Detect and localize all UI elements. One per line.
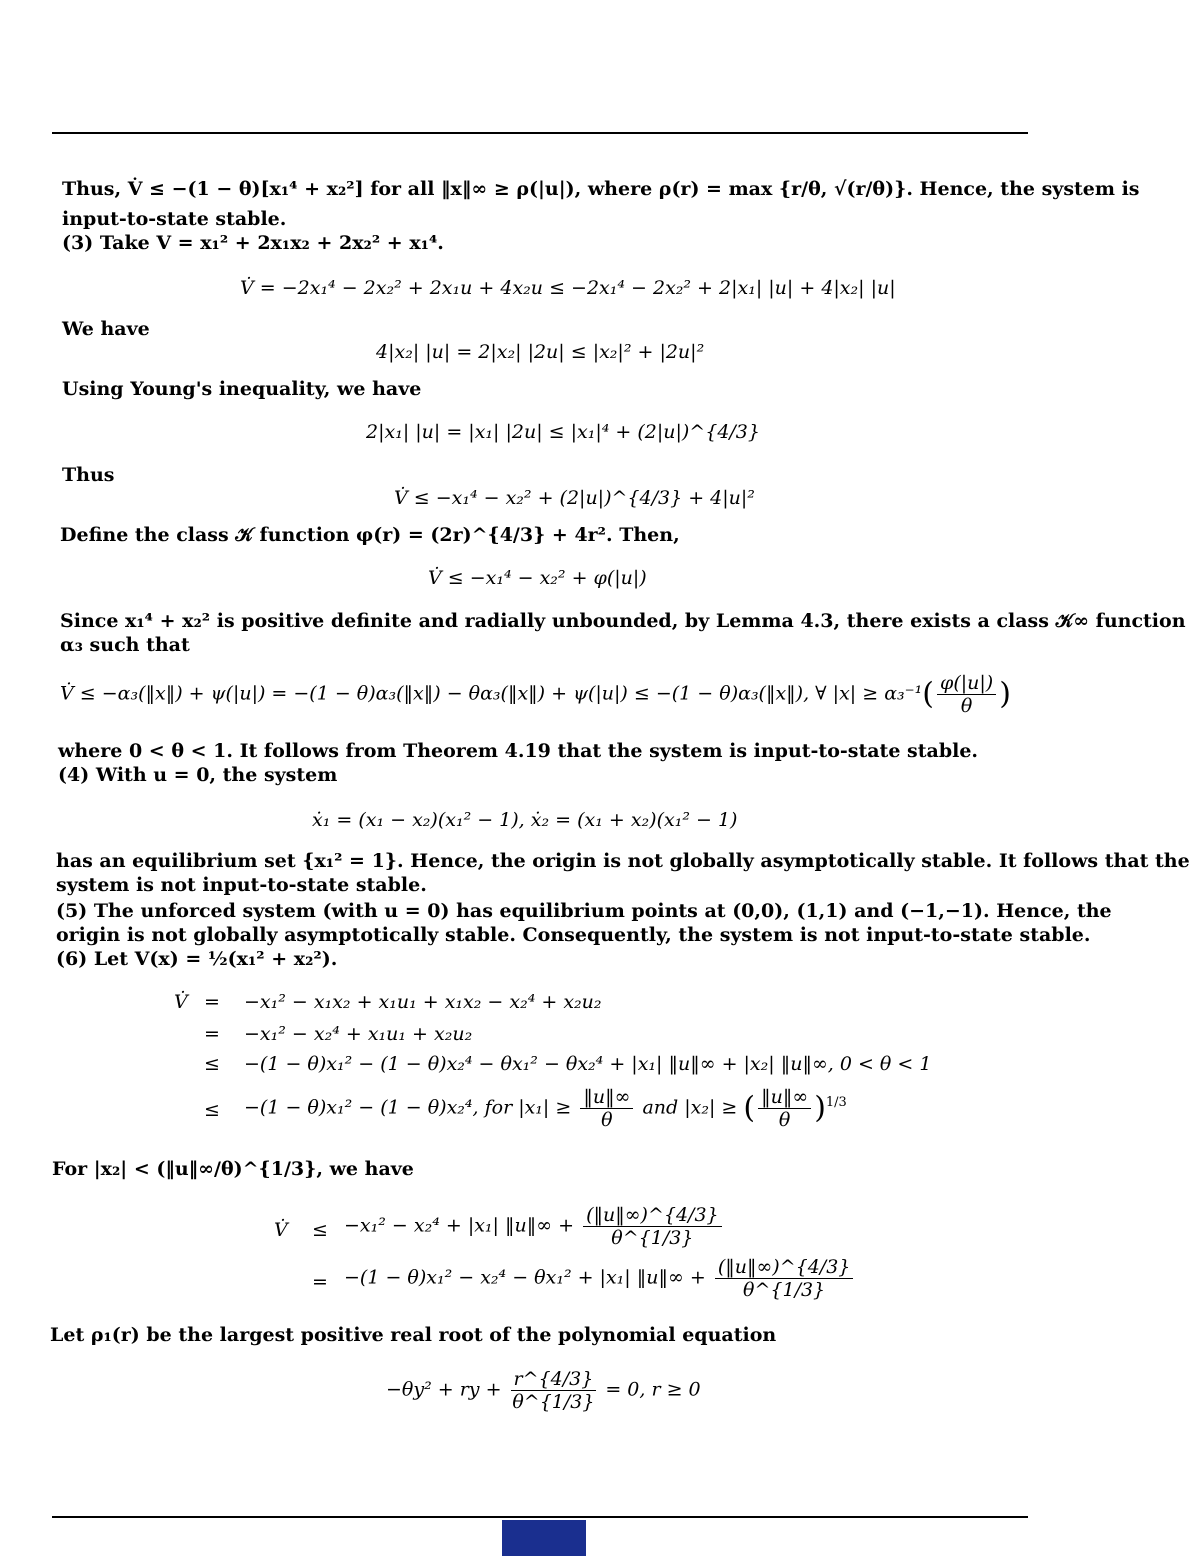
equation-part: −θy² + ry + bbox=[386, 1378, 502, 1401]
fraction bbox=[511, 1368, 597, 1413]
paragraph: input-to-state stable. bbox=[62, 208, 287, 230]
equation: 2|x₁| |u| = |x₁| |2u| ≤ |x₁|⁴ + (2|u|)^{4/3} bbox=[366, 421, 760, 443]
equation bbox=[386, 1368, 701, 1413]
fraction bbox=[580, 1086, 633, 1131]
equation-part: = 0, r ≥ 0 bbox=[605, 1378, 701, 1401]
paragraph: Thus bbox=[62, 464, 115, 486]
rhs: −(1 − θ)x₁² − (1 − θ)x₂⁴, for |x₁| ≥ $\frac{‖u‖\infty}{\theta}$ and |x₂| ≥ ( $\frac{‖u‖\infty}{\theta}$ )$^{1/3}$ bbox=[244, 1086, 847, 1131]
numerator: (‖u‖∞)^{4/3} bbox=[583, 1204, 722, 1227]
numerator: φ(|u|) bbox=[937, 672, 996, 695]
rhs: −x₁² − x₁x₂ + x₁u₁ + x₁x₂ − x₂⁴ + x₂u₂ bbox=[244, 991, 602, 1013]
rhs: −(1 − θ)x₁² − (1 − θ)x₂⁴ − θx₁² − θx₂⁴ + |x₁| ‖u‖∞ + |x₂| ‖u‖∞, 0 < θ < 1 bbox=[244, 1053, 932, 1075]
lhs: V̇ bbox=[274, 1219, 288, 1241]
equation: V̇ ≤ −x₁⁴ − x₂² + (2|u|)^{4/3} + 4|u|² bbox=[394, 487, 755, 509]
denominator: θ bbox=[601, 1109, 613, 1131]
denominator: θ^{1/3} bbox=[743, 1279, 826, 1301]
page-number-tab bbox=[502, 1520, 586, 1556]
numerator: ‖u‖∞ bbox=[580, 1086, 633, 1109]
paragraph: Since x₁⁴ + x₂² is positive definite and radially unbounded, by Lemma 4.3, there exists a class 𝒦∞ function bbox=[60, 610, 1186, 632]
lhs: V̇ bbox=[174, 991, 188, 1013]
rhs-part: and |x₂| ≥ bbox=[642, 1096, 738, 1119]
paragraph: has an equilibrium set {x₁² = 1}. Hence, the origin is not globally asymptotically stable. It follows that the bbox=[56, 850, 1190, 872]
denominator: θ bbox=[960, 695, 973, 717]
numerator: (‖u‖∞)^{4/3} bbox=[715, 1256, 854, 1279]
equation: ẋ₁ = (x₁ − x₂)(x₁² − 1), ẋ₂ = (x₁ + x₂)(x₁² − 1) bbox=[312, 809, 738, 831]
paragraph: system is not input-to-state stable. bbox=[56, 874, 427, 896]
rhs bbox=[344, 1204, 725, 1249]
paragraph: Using Young's inequality, we have bbox=[62, 378, 422, 400]
paragraph: (6) Let V(x) = ½(x₁² + x₂²). bbox=[56, 948, 338, 970]
paragraph: We have bbox=[62, 318, 150, 340]
rhs: −x₁² − x₂⁴ + x₁u₁ + x₂u₂ bbox=[244, 1023, 473, 1045]
fraction bbox=[583, 1204, 722, 1249]
relation: ≤ bbox=[312, 1219, 328, 1241]
relation: ≤ bbox=[204, 1099, 220, 1121]
paragraph: origin is not globally asymptotically stable. Consequently, the system is not input-to-state stable. bbox=[56, 924, 1091, 946]
numerator: ‖u‖∞ bbox=[758, 1086, 811, 1109]
equation: V̇ ≤ −α₃(‖x‖) + ψ(|u|) = −(1 − θ)α₃(‖x‖) − θα₃(‖x‖) + ψ(|u|) ≤ −(1 − θ)α₃(‖x‖), ∀ |x| ≥ α₃⁻¹( $\frac{\varphi(|u|)}{\theta}$ ) bbox=[60, 672, 1011, 717]
equation: 4|x₂| |u| = 2|x₂| |2u| ≤ |x₂|² + |2u|² bbox=[376, 341, 705, 363]
relation: ≤ bbox=[204, 1053, 220, 1075]
denominator: θ^{1/3} bbox=[512, 1391, 595, 1413]
paragraph: Thus, V̇ ≤ −(1 − θ)[x₁⁴ + x₂²] for all ‖x‖∞ ≥ ρ(|u|), where ρ(r) = max {r/θ, √(r/θ)}. Hence, the system is bbox=[62, 178, 1140, 200]
fraction bbox=[758, 1086, 811, 1131]
footer-rule bbox=[52, 1516, 1028, 1518]
relation: = bbox=[204, 991, 220, 1013]
equation: V̇ = −2x₁⁴ − 2x₂² + 2x₁u + 4x₂u ≤ −2x₁⁴ − 2x₂² + 2|x₁| |u| + 4|x₂| |u| bbox=[240, 277, 896, 299]
relation: = bbox=[312, 1271, 328, 1293]
rhs-part: −x₁² − x₂⁴ + |x₁| ‖u‖∞ + bbox=[344, 1214, 575, 1237]
paragraph: For |x₂| < (‖u‖∞/θ)^{1/3}, we have bbox=[52, 1158, 414, 1180]
fraction bbox=[715, 1256, 854, 1301]
relation: = bbox=[204, 1023, 220, 1045]
denominator: θ^{1/3} bbox=[611, 1227, 694, 1249]
fraction bbox=[937, 672, 996, 717]
header-rule bbox=[52, 132, 1028, 134]
paragraph: (3) Take V = x₁² + 2x₁x₂ + 2x₂² + x₁⁴. bbox=[62, 232, 444, 254]
exponent: 1/3 bbox=[825, 1095, 847, 1111]
rhs-part: −(1 − θ)x₁² − (1 − θ)x₂⁴, for |x₁| ≥ bbox=[244, 1096, 572, 1119]
paragraph: Define the class 𝒦 function φ(r) = (2r)^{4/3} + 4r². Then, bbox=[60, 524, 680, 546]
denominator: θ bbox=[778, 1109, 791, 1131]
rhs-part: −(1 − θ)x₁² − x₂⁴ − θx₁² + |x₁| ‖u‖∞ + bbox=[344, 1266, 706, 1289]
equation-part: V̇ ≤ −α₃(‖x‖) + ψ(|u|) = −(1 − θ)α₃(‖x‖) − θα₃(‖x‖) + ψ(|u|) ≤ −(1 − θ)α₃(‖x‖), ∀ |x| ≥ α₃⁻¹ bbox=[60, 682, 923, 705]
paragraph: (5) The unforced system (with u = 0) has equilibrium points at (0,0), (1,1) and (−1,−1). Hence, the bbox=[56, 900, 1112, 922]
numerator: r^{4/3} bbox=[511, 1368, 597, 1391]
rhs bbox=[344, 1256, 856, 1301]
paragraph: where 0 < θ < 1. It follows from Theorem 4.19 that the system is input-to-state stable. bbox=[58, 740, 979, 762]
paragraph: α₃ such that bbox=[60, 634, 190, 656]
equation: V̇ ≤ −x₁⁴ − x₂² + φ(|u|) bbox=[428, 567, 647, 589]
paragraph: Let ρ₁(r) be the largest positive real root of the polynomial equation bbox=[50, 1324, 777, 1346]
paragraph: (4) With u = 0, the system bbox=[58, 764, 338, 786]
